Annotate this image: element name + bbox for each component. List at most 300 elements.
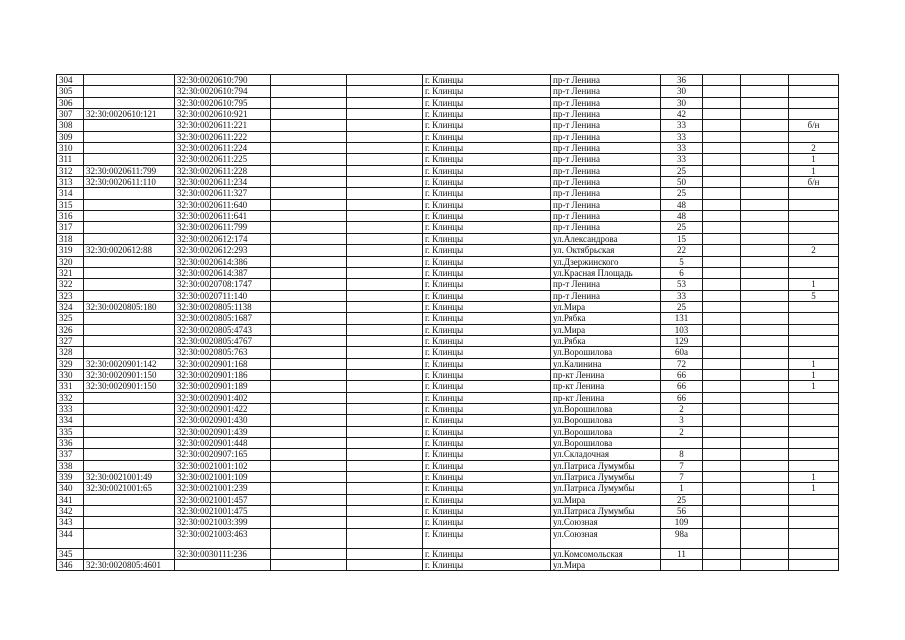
empty-cell xyxy=(703,506,741,517)
object-cadastral-cell: 32:30:0021001:457 xyxy=(175,494,271,505)
parcel-cadastral-cell xyxy=(84,75,175,86)
empty-cell xyxy=(347,120,423,131)
street-cell: ул.Калинина xyxy=(551,358,661,369)
empty-cell xyxy=(271,109,347,120)
table-row xyxy=(57,313,839,324)
parcel-cadastral-cell: 32:30:0020611:799 xyxy=(84,165,175,176)
city-cell: г. Клинцы xyxy=(423,154,551,165)
table-row xyxy=(57,256,839,267)
city-cell: г. Клинцы xyxy=(423,426,551,437)
parcel-cadastral-cell xyxy=(84,267,175,278)
parcel-cadastral-cell xyxy=(84,154,175,165)
street-cell: ул.Союзная xyxy=(551,517,661,528)
empty-cell xyxy=(741,560,789,571)
city-cell: г. Клинцы xyxy=(423,120,551,131)
empty-cell xyxy=(271,313,347,324)
parcel-cadastral-cell xyxy=(84,290,175,301)
city-cell: г. Клинцы xyxy=(423,392,551,403)
row-number-cell: 311 xyxy=(57,154,84,165)
city-cell: г. Клинцы xyxy=(423,449,551,460)
object-cadastral-cell: 32:30:0021003:399 xyxy=(175,517,271,528)
street-cell: ул.Патриса Лумумбы xyxy=(551,483,661,494)
row-number-cell: 308 xyxy=(57,120,84,131)
empty-cell xyxy=(271,267,347,278)
empty-cell xyxy=(271,86,347,97)
empty-cell xyxy=(347,517,423,528)
building-mark-cell xyxy=(789,506,839,517)
empty-cell xyxy=(271,528,347,548)
city-cell: г. Клинцы xyxy=(423,335,551,346)
table-row xyxy=(57,154,839,165)
empty-cell xyxy=(347,335,423,346)
building-mark-cell: 1 xyxy=(789,381,839,392)
row-number-cell: 340 xyxy=(57,483,84,494)
row-number-cell: 312 xyxy=(57,165,84,176)
object-cadastral-cell: 32:30:0020805:1138 xyxy=(175,301,271,312)
table-row xyxy=(57,381,839,392)
building-mark-cell xyxy=(789,415,839,426)
parcel-cadastral-cell xyxy=(84,97,175,108)
city-cell: г. Клинцы xyxy=(423,415,551,426)
empty-cell xyxy=(271,290,347,301)
empty-cell xyxy=(741,548,789,559)
object-cadastral-cell: 32:30:0020610:795 xyxy=(175,97,271,108)
table-row xyxy=(57,290,839,301)
building-mark-cell xyxy=(789,211,839,222)
empty-cell xyxy=(741,199,789,210)
row-number-cell: 313 xyxy=(57,177,84,188)
table-row xyxy=(57,86,839,97)
row-number-cell: 314 xyxy=(57,188,84,199)
street-cell: пр-кт Ленина xyxy=(551,381,661,392)
row-number-cell: 326 xyxy=(57,324,84,335)
table-row xyxy=(57,548,839,559)
row-number-cell: 336 xyxy=(57,438,84,449)
row-number-cell: 318 xyxy=(57,233,84,244)
building-mark-cell xyxy=(789,494,839,505)
row-number-cell: 315 xyxy=(57,199,84,210)
house-number-cell: 3 xyxy=(661,415,703,426)
empty-cell xyxy=(347,347,423,358)
street-cell: ул.Мира xyxy=(551,301,661,312)
empty-cell xyxy=(271,97,347,108)
parcel-cadastral-cell xyxy=(84,415,175,426)
building-mark-cell xyxy=(789,449,839,460)
table-row xyxy=(57,324,839,335)
empty-cell xyxy=(741,392,789,403)
building-mark-cell xyxy=(789,131,839,142)
street-cell: пр-т Ленина xyxy=(551,109,661,120)
street-cell: ул.Рябка xyxy=(551,335,661,346)
building-mark-cell: 1 xyxy=(789,483,839,494)
empty-cell xyxy=(271,75,347,86)
empty-cell xyxy=(271,449,347,460)
street-cell: пр-т Ленина xyxy=(551,143,661,154)
object-cadastral-cell: 32:30:0020610:794 xyxy=(175,86,271,97)
table-row xyxy=(57,358,839,369)
empty-cell xyxy=(741,494,789,505)
parcel-cadastral-cell xyxy=(84,131,175,142)
house-number-cell: 8 xyxy=(661,449,703,460)
empty-cell xyxy=(347,290,423,301)
street-cell: пр-т Ленина xyxy=(551,75,661,86)
street-cell: пр-т Ленина xyxy=(551,199,661,210)
object-cadastral-cell: 32:30:0020610:921 xyxy=(175,109,271,120)
empty-cell xyxy=(741,381,789,392)
empty-cell xyxy=(741,324,789,335)
empty-cell xyxy=(741,369,789,380)
empty-cell xyxy=(271,120,347,131)
row-number-cell: 346 xyxy=(57,560,84,571)
building-mark-cell xyxy=(789,517,839,528)
parcel-cadastral-cell xyxy=(84,392,175,403)
building-mark-cell xyxy=(789,403,839,414)
row-number-cell: 334 xyxy=(57,415,84,426)
empty-cell xyxy=(347,438,423,449)
parcel-cadastral-cell xyxy=(84,494,175,505)
building-mark-cell xyxy=(789,392,839,403)
street-cell: пр-т Ленина xyxy=(551,97,661,108)
row-number-cell: 345 xyxy=(57,548,84,559)
row-number-cell: 309 xyxy=(57,131,84,142)
building-mark-cell xyxy=(789,97,839,108)
empty-cell xyxy=(741,460,789,471)
house-number-cell xyxy=(661,560,703,571)
building-mark-cell xyxy=(789,233,839,244)
table-row xyxy=(57,177,839,188)
table-row xyxy=(57,188,839,199)
empty-cell xyxy=(741,449,789,460)
empty-cell xyxy=(271,369,347,380)
street-cell: ул.Ворошилова xyxy=(551,438,661,449)
city-cell: г. Клинцы xyxy=(423,143,551,154)
empty-cell xyxy=(347,86,423,97)
building-mark-cell: 2 xyxy=(789,143,839,154)
street-cell: ул.Ворошилова xyxy=(551,347,661,358)
object-cadastral-cell: 32:30:0020611:222 xyxy=(175,131,271,142)
empty-cell xyxy=(347,267,423,278)
parcel-cadastral-cell xyxy=(84,324,175,335)
empty-cell xyxy=(703,483,741,494)
parcel-cadastral-cell: 32:30:0021001:49 xyxy=(84,472,175,483)
parcel-cadastral-cell xyxy=(84,403,175,414)
object-cadastral-cell: 32:30:0020711:140 xyxy=(175,290,271,301)
table-row xyxy=(57,449,839,460)
house-number-cell: 48 xyxy=(661,211,703,222)
house-number-cell: 33 xyxy=(661,131,703,142)
empty-cell xyxy=(703,267,741,278)
building-mark-cell xyxy=(789,560,839,571)
row-number-cell: 339 xyxy=(57,472,84,483)
object-cadastral-cell: 32:30:0020805:763 xyxy=(175,347,271,358)
table-row xyxy=(57,483,839,494)
street-cell: пр-т Ленина xyxy=(551,131,661,142)
house-number-cell: 7 xyxy=(661,472,703,483)
parcel-cadastral-cell xyxy=(84,222,175,233)
empty-cell xyxy=(703,426,741,437)
row-number-cell: 343 xyxy=(57,517,84,528)
street-cell: пр-т Ленина xyxy=(551,165,661,176)
house-number-cell: 131 xyxy=(661,313,703,324)
empty-cell xyxy=(271,381,347,392)
street-cell: ул.Мира xyxy=(551,324,661,335)
empty-cell xyxy=(703,415,741,426)
house-number-cell: 25 xyxy=(661,494,703,505)
parcel-cadastral-cell xyxy=(84,347,175,358)
house-number-cell: 66 xyxy=(661,392,703,403)
house-number-cell: 2 xyxy=(661,403,703,414)
object-cadastral-cell: 32:30:0020610:790 xyxy=(175,75,271,86)
house-number-cell: 33 xyxy=(661,143,703,154)
empty-cell xyxy=(741,75,789,86)
empty-cell xyxy=(703,131,741,142)
empty-cell xyxy=(347,75,423,86)
object-cadastral-cell: 32:30:0020611:640 xyxy=(175,199,271,210)
table-row xyxy=(57,494,839,505)
object-cadastral-cell: 32:30:0020901:439 xyxy=(175,426,271,437)
building-mark-cell xyxy=(789,347,839,358)
row-number-cell: 338 xyxy=(57,460,84,471)
city-cell: г. Клинцы xyxy=(423,109,551,120)
city-cell: г. Клинцы xyxy=(423,131,551,142)
object-cadastral-cell: 32:30:0020901:430 xyxy=(175,415,271,426)
parcel-cadastral-cell xyxy=(84,143,175,154)
parcel-cadastral-cell xyxy=(84,335,175,346)
house-number-cell: 42 xyxy=(661,109,703,120)
empty-cell xyxy=(741,109,789,120)
empty-cell xyxy=(347,324,423,335)
building-mark-cell xyxy=(789,438,839,449)
row-number-cell: 341 xyxy=(57,494,84,505)
row-number-cell: 327 xyxy=(57,335,84,346)
empty-cell xyxy=(703,392,741,403)
empty-cell xyxy=(271,199,347,210)
empty-cell xyxy=(741,120,789,131)
empty-cell xyxy=(347,222,423,233)
parcel-cadastral-cell: 32:30:0021001:65 xyxy=(84,483,175,494)
empty-cell xyxy=(347,131,423,142)
city-cell: г. Клинцы xyxy=(423,279,551,290)
street-cell: ул.Александрова xyxy=(551,233,661,244)
empty-cell xyxy=(703,290,741,301)
house-number-cell: 6 xyxy=(661,267,703,278)
object-cadastral-cell: 32:30:0021001:109 xyxy=(175,472,271,483)
building-mark-cell xyxy=(789,267,839,278)
street-cell: пр-т Ленина xyxy=(551,290,661,301)
empty-cell xyxy=(271,358,347,369)
building-mark-cell xyxy=(789,222,839,233)
city-cell: г. Клинцы xyxy=(423,165,551,176)
city-cell: г. Клинцы xyxy=(423,438,551,449)
empty-cell xyxy=(271,426,347,437)
row-number-cell: 333 xyxy=(57,403,84,414)
house-number-cell: 33 xyxy=(661,290,703,301)
table-row xyxy=(57,75,839,86)
object-cadastral-cell: 32:30:0020611:221 xyxy=(175,120,271,131)
city-cell: г. Клинцы xyxy=(423,177,551,188)
parcel-cadastral-cell: 32:30:0020611:110 xyxy=(84,177,175,188)
parcel-cadastral-cell xyxy=(84,528,175,548)
empty-cell xyxy=(741,165,789,176)
empty-cell xyxy=(271,211,347,222)
city-cell: г. Клинцы xyxy=(423,494,551,505)
table-row xyxy=(57,392,839,403)
building-mark-cell xyxy=(789,75,839,86)
row-number-cell: 324 xyxy=(57,301,84,312)
house-number-cell: 25 xyxy=(661,222,703,233)
city-cell: г. Клинцы xyxy=(423,460,551,471)
house-number-cell: 11 xyxy=(661,548,703,559)
empty-cell xyxy=(741,403,789,414)
empty-cell xyxy=(741,97,789,108)
table-row xyxy=(57,222,839,233)
row-number-cell: 335 xyxy=(57,426,84,437)
table-row xyxy=(57,335,839,346)
city-cell: г. Клинцы xyxy=(423,472,551,483)
empty-cell xyxy=(741,506,789,517)
object-cadastral-cell: 32:30:0020611:224 xyxy=(175,143,271,154)
table-row xyxy=(57,415,839,426)
table-row xyxy=(57,369,839,380)
object-cadastral-cell: 32:30:0020611:225 xyxy=(175,154,271,165)
empty-cell xyxy=(703,75,741,86)
city-cell: г. Клинцы xyxy=(423,233,551,244)
table-row xyxy=(57,472,839,483)
empty-cell xyxy=(347,313,423,324)
building-mark-cell: 5 xyxy=(789,290,839,301)
table-row xyxy=(57,165,839,176)
building-mark-cell: 1 xyxy=(789,369,839,380)
house-number-cell: 2 xyxy=(661,426,703,437)
table-row xyxy=(57,347,839,358)
object-cadastral-cell: 32:30:0020901:186 xyxy=(175,369,271,380)
house-number-cell xyxy=(661,438,703,449)
empty-cell xyxy=(347,472,423,483)
empty-cell xyxy=(703,109,741,120)
parcel-cadastral-cell: 32:30:0020901:150 xyxy=(84,369,175,380)
city-cell: г. Клинцы xyxy=(423,256,551,267)
empty-cell xyxy=(347,97,423,108)
empty-cell xyxy=(741,143,789,154)
house-number-cell: 50 xyxy=(661,177,703,188)
object-cadastral-cell: 32:30:0020907:165 xyxy=(175,449,271,460)
parcel-cadastral-cell: 32:30:0020901:150 xyxy=(84,381,175,392)
empty-cell xyxy=(347,109,423,120)
empty-cell xyxy=(741,528,789,548)
table-row xyxy=(57,506,839,517)
street-cell: ул.Красная Площадь xyxy=(551,267,661,278)
city-cell: г. Клинцы xyxy=(423,211,551,222)
empty-cell xyxy=(703,369,741,380)
empty-cell xyxy=(347,369,423,380)
street-cell: пр-кт Ленина xyxy=(551,392,661,403)
empty-cell xyxy=(271,403,347,414)
building-mark-cell: 1 xyxy=(789,472,839,483)
empty-cell xyxy=(741,279,789,290)
street-cell: ул.Ворошилова xyxy=(551,415,661,426)
object-cadastral-cell: 32:30:0030111:236 xyxy=(175,548,271,559)
empty-cell xyxy=(703,256,741,267)
empty-cell xyxy=(741,517,789,528)
house-number-cell: 60а xyxy=(661,347,703,358)
empty-cell xyxy=(741,233,789,244)
building-mark-cell xyxy=(789,199,839,210)
empty-cell xyxy=(271,415,347,426)
parcel-cadastral-cell xyxy=(84,438,175,449)
empty-cell xyxy=(741,177,789,188)
empty-cell xyxy=(703,517,741,528)
empty-cell xyxy=(347,403,423,414)
building-mark-cell xyxy=(789,548,839,559)
empty-cell xyxy=(703,120,741,131)
empty-cell xyxy=(271,188,347,199)
empty-cell xyxy=(347,165,423,176)
object-cadastral-cell: 32:30:0020612:293 xyxy=(175,245,271,256)
row-number-cell: 344 xyxy=(57,528,84,548)
row-number-cell: 337 xyxy=(57,449,84,460)
city-cell: г. Клинцы xyxy=(423,75,551,86)
table-row xyxy=(57,97,839,108)
table-row xyxy=(57,517,839,528)
empty-cell xyxy=(271,154,347,165)
object-cadastral-cell: 32:30:0020611:641 xyxy=(175,211,271,222)
building-mark-cell xyxy=(789,426,839,437)
empty-cell xyxy=(703,335,741,346)
building-mark-cell: 1 xyxy=(789,165,839,176)
empty-cell xyxy=(741,438,789,449)
table-row xyxy=(57,199,839,210)
street-cell: ул.Патриса Лумумбы xyxy=(551,506,661,517)
table-body xyxy=(57,75,839,571)
empty-cell xyxy=(703,143,741,154)
empty-cell xyxy=(271,494,347,505)
house-number-cell: 109 xyxy=(661,517,703,528)
empty-cell xyxy=(347,256,423,267)
empty-cell xyxy=(347,449,423,460)
empty-cell xyxy=(741,483,789,494)
street-cell: ул.Патриса Лумумбы xyxy=(551,460,661,471)
house-number-cell: 129 xyxy=(661,335,703,346)
table-row xyxy=(57,438,839,449)
city-cell: г. Клинцы xyxy=(423,97,551,108)
object-cadastral-cell: 32:30:0020612:174 xyxy=(175,233,271,244)
city-cell: г. Клинцы xyxy=(423,483,551,494)
street-cell: пр-т Ленина xyxy=(551,177,661,188)
empty-cell xyxy=(703,528,741,548)
row-number-cell: 316 xyxy=(57,211,84,222)
city-cell: г. Клинцы xyxy=(423,86,551,97)
empty-cell xyxy=(703,438,741,449)
row-number-cell: 307 xyxy=(57,109,84,120)
street-cell: пр-т Ленина xyxy=(551,120,661,131)
empty-cell xyxy=(741,188,789,199)
table-row xyxy=(57,560,839,571)
empty-cell xyxy=(347,279,423,290)
parcel-cadastral-cell: 32:30:0020612:88 xyxy=(84,245,175,256)
parcel-cadastral-cell xyxy=(84,313,175,324)
empty-cell xyxy=(347,483,423,494)
empty-cell xyxy=(703,97,741,108)
empty-cell xyxy=(271,472,347,483)
house-number-cell: 48 xyxy=(661,199,703,210)
building-mark-cell xyxy=(789,528,839,548)
object-cadastral-cell: 32:30:0020611:799 xyxy=(175,222,271,233)
house-number-cell: 98а xyxy=(661,528,703,548)
empty-cell xyxy=(741,256,789,267)
city-cell: г. Клинцы xyxy=(423,560,551,571)
empty-cell xyxy=(347,301,423,312)
object-cadastral-cell: 32:30:0020901:422 xyxy=(175,403,271,414)
